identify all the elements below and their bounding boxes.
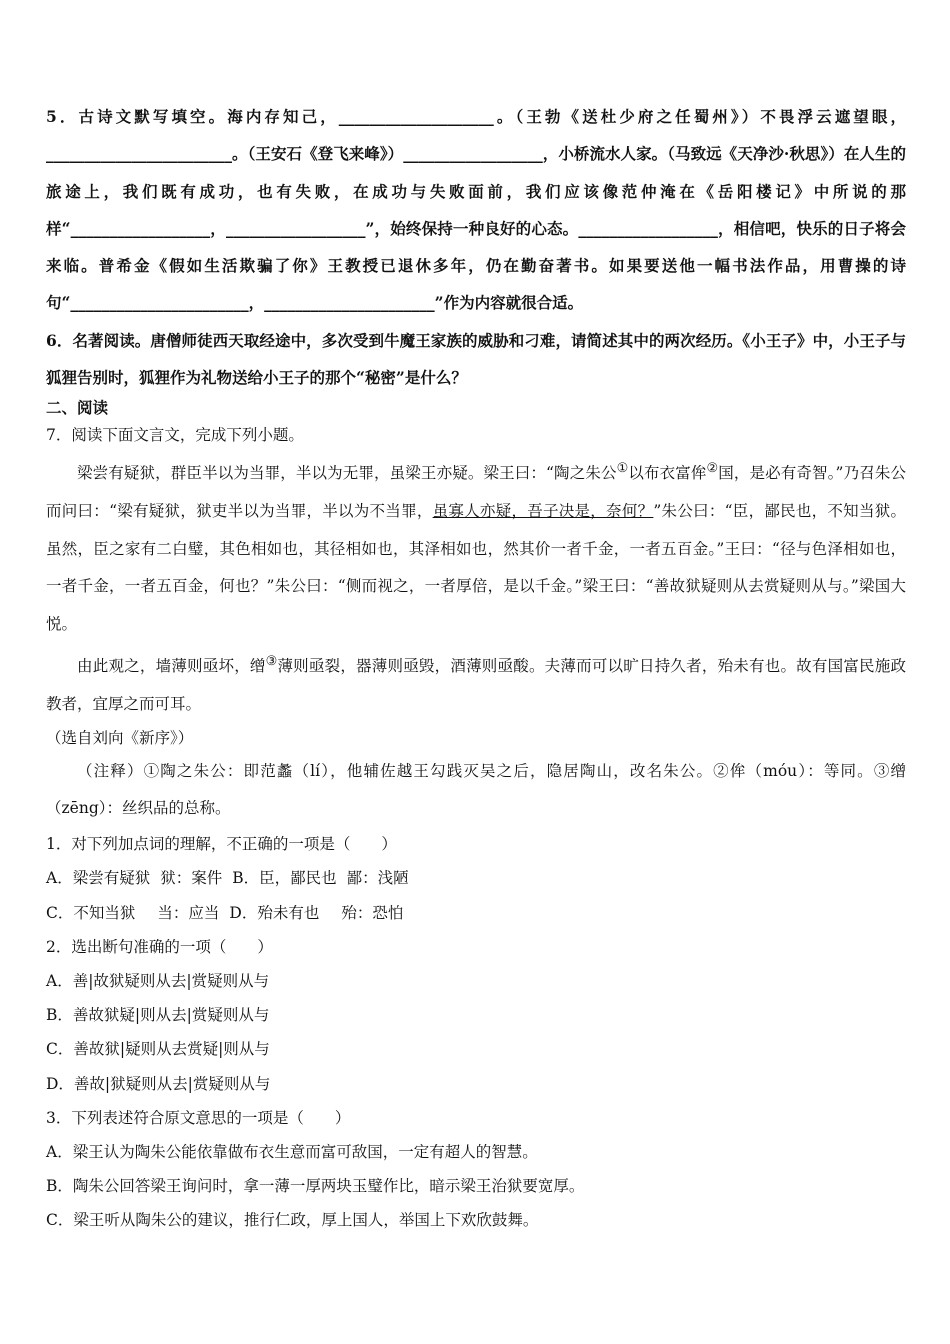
sub-question-3-option-a: A．梁王认为陶朱公能依靠做布衣生意而富可敌国，一定有超人的智慧。 — [46, 1143, 538, 1162]
text-segment: ”朱公曰：“臣，鄙民也，不知当狱。虽然，臣之家有二白璧，其色相如也，其径相如也，其泽相如也，然其价一者千金，一者五百金。”王曰：“径与色泽相如也，一者千金，一者五百金，何也？”朱公曰：“侧而视之，一者厚倍，是以千金。”梁王曰：“善故狱疑则从去赏疑则从与。”梁国大悦。 — [46, 502, 906, 633]
option-c: C．不知当狱 — [46, 903, 136, 922]
option-a: A．梁尝有疑狱 — [46, 869, 151, 888]
footnote-marker: ② — [706, 461, 719, 477]
footnote-marker: ① — [616, 461, 629, 477]
sub-question-2-option-a: A．善|故狱疑则从去|赏疑则从与 — [46, 972, 270, 990]
option-b-explanation: 鄙：浅陋 — [346, 869, 409, 888]
option-d: D．殆未有也 — [229, 903, 320, 922]
exam-page — [46, 98, 906, 1238]
option-c-explanation: 当：应当 — [157, 903, 220, 922]
source-citation: （选自刘向《新序》） — [46, 729, 194, 748]
text-segment: 梁尝有疑狱，群臣半以为当罪，半以为无罪，虽梁王亦疑。梁王曰：“陶之朱公 — [77, 464, 617, 483]
section-title: 二、阅读 — [46, 398, 109, 418]
classical-text-paragraph-1 — [46, 450, 906, 643]
option-b: B．臣，鄙民也 — [232, 869, 337, 888]
question-7-intro: 7．阅读下面文言文，完成下列小题。 — [46, 426, 304, 445]
sub-question-2-option-b: B．善故狱疑|则从去|赏疑则从与 — [46, 1006, 270, 1025]
footnote-marker: ③ — [265, 654, 278, 670]
question-6: 6．名著阅读。唐僧师徒西天取经途中，多次受到牛魔王家族的威胁和刁难，请简述其中的两次经历。《小王子》中，小王子与狐狸告别时，狐狸作为礼物送给小王子的那个“秘密”是什么？ — [46, 330, 906, 388]
underlined-sentence: 虽寡人亦疑，吾子决是，奈何？ — [432, 502, 654, 521]
sub-question-2-option-d: D．善故|狱疑则从去|赏疑则从与 — [46, 1074, 271, 1093]
sub-question-1-row-2 — [46, 896, 906, 930]
sub-question-3-stem: 3．下列表述符合原文意思的一项是（ ） — [46, 1108, 351, 1127]
question-5: 5．古诗文默写填空。海内存知己，____________________。（王勃《送杜少府之任蜀州》）不畏浮云遮望眼，________________________。（王安石《登飞来峰》）__________________，小桥流水人家。（马致远《天净沙·秋思》）在人生的旅途上，我们既有成功，也有失败，在成功与失败面前，我们应该像范仲淹在《岳阳楼记》中所说的那样“__________________，__________________”，始终保持一种良好的心态。__________________，相信吧，快乐的日子将会来临。普希金《假如生活欺骗了你》王教授已退休多年，仍在勤奋著书。如果要送他一幅书法作品，用曹操的诗句“_______________________，______________________”作为内容就很合适。 — [46, 107, 906, 313]
classical-text-paragraph-2 — [46, 643, 906, 723]
sub-question-3-option-c: C．梁王听从陶朱公的建议，推行仁政，厚上国人，举国上下欢欣鼓舞。 — [46, 1211, 539, 1230]
text-segment: 薄则亟裂，器薄则亟毁，酒薄则亟酸。夫薄而可以旷日持久者，殆未有也。故有国富民施政教者，宜厚之而可耳。 — [46, 657, 906, 713]
sub-question-1-row-1 — [46, 861, 906, 895]
text-segment: 由此观之，墙薄则亟坏，缯 — [77, 657, 266, 676]
text-segment: 国，是必有奇智。”乃召朱公而问曰：“梁有疑狱，狱吏半以为当罪，半以为不当罪， — [46, 464, 906, 521]
sub-question-3-option-b: B．陶朱公回答梁王询问时，拿一薄一厚两块玉璧作比，暗示梁王治狱要宽厚。 — [46, 1177, 585, 1196]
sub-question-1-stem: 1．对下列加点词的理解，不正确的一项是（ ） — [46, 835, 397, 854]
sub-question-2-stem: 2．选出断句准确的一项（ ） — [46, 937, 273, 956]
annotation: （注释）①陶之朱公：即范蠡（lí），他辅佐越王勾践灭吴之后，隐居陶山，改名朱公。②侔（móu）：等同。③缯（zēng）：丝织品的总称。 — [46, 762, 906, 818]
sub-question-2-option-c: C．善故狱|疑则从去赏疑|则从与 — [46, 1040, 270, 1059]
option-a-explanation: 狱：案件 — [160, 869, 223, 888]
text-segment: 以布衣富侔 — [628, 464, 707, 483]
option-d-explanation: 殆：恐怕 — [341, 903, 404, 922]
